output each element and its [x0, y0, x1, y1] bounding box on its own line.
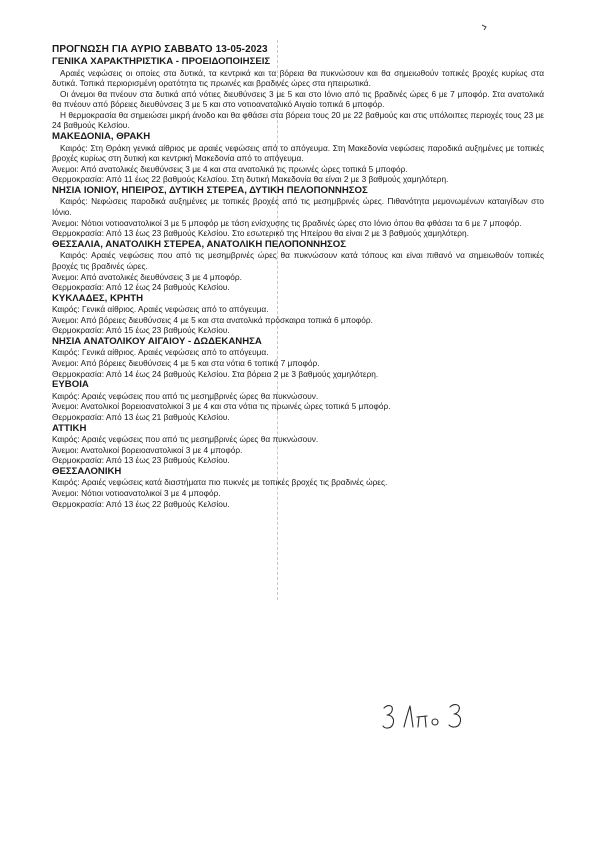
region-weather: Καιρός: Γενικά αίθριος. Αραιές νεφώσεις από το απόγευμα. [52, 347, 269, 358]
handwritten-page-number [380, 700, 470, 734]
region-section [52, 336, 544, 379]
region-wind: Άνεμοι: Από ανατολικές διευθύνσεις 3 με 4 μποφόρ. [52, 271, 242, 282]
general-paragraph-temperature: Η θερμοκρασία θα σημειώσει μικρή άνοδο και θα φθάσει στα βόρεια τους 20 με 22 βαθμούς και στις υπόλοιπες περιοχές τους 23 με 24 βαθμούς Κελσίου. [52, 109, 544, 131]
region-weather: Καιρός: Νεφώσεις παροδικά αυξημένες με τοπικές βροχές από τις μεσημβρινές ώρες. Πιθανότητα μεμονωμένων καταιγίδων στο Ιόνιο. [52, 196, 544, 218]
region-heading: ΕΥΒΟΙΑ [52, 379, 89, 391]
region-temperature: Θερμοκρασία: Από 13 έως 23 βαθμούς Κελσίου. [52, 455, 230, 466]
region-heading: ΝΗΣΙΑ ΙΟΝΙΟΥ, ΗΠΕΙΡΟΣ, ΔΥΤΙΚΗ ΣΤΕΡΕΑ, ΔΥΤΙΚΗ ΠΕΛΟΠΟΝΝΗΣΟΣ [52, 184, 368, 196]
region-wind: Άνεμοι: Από ανατολικές διευθύνσεις 3 με 4 και στα ανατολικά τις πρωινές ώρες τοπικά 5 μποφόρ. [52, 163, 408, 174]
section-heading-general: ΓΕΝΙΚΑ ΧΑΡΑΚΤΗΡΙΣΤΙΚΑ - ΠΡΟΕΙΔΟΠΟΙΗΣΕΙΣ [52, 56, 271, 67]
region-weather: Καιρός: Στη Θράκη γενικά αίθριος με αραιές νεφώσεις από το απόγευμα. Στη Μακεδονία νεφώσεις παροδικά αυξημένες με τοπικές βροχές κυρίως στη δυτική και κεντρική Μακεδονία από το απόγευμα. [52, 142, 544, 164]
region-wind: Άνεμοι: Νότιοι νοτιοανατολικοί 3 με 4 μποφόρ. [52, 487, 221, 498]
general-paragraph-clouds: Αραιές νεφώσεις οι οποίες στα δυτικά, τα κεντρικά και τα βόρεια θα πυκνώσουν και θα σημειωθούν τοπικές βροχές κυρίως στα δυτικά. Τοπικά περιορισμένη ορατότητα τις πρωινές και βραδινές ώρες στα ηπειρωτικά. [52, 67, 544, 89]
region-weather: Καιρός: Γενικά αίθριος. Αραιές νεφώσεις από το απόγευμα. [52, 304, 269, 315]
region-weather: Καιρός: Αραιές νεφώσεις κατά διαστήματα πιο πυκνές με τοπικές βροχές τις βραδινές ώρες. [52, 477, 388, 488]
forecast-body [52, 44, 544, 509]
region-wind: Άνεμοι: Ανατολικοί βορειοανατολικοί 3 με 4 μποφόρ. [52, 444, 243, 455]
region-heading: ΑΤΤΙΚΗ [52, 422, 87, 434]
region-heading: ΘΕΣΣΑΛΙΑ, ΑΝΑΤΟΛΙΚΗ ΣΤΕΡΕΑ, ΑΝΑΤΟΛΙΚΗ ΠΕΛΟΠΟΝΝΗΣΟΣ [52, 238, 347, 250]
region-temperature: Θερμοκρασία: Από 13 έως 23 βαθμούς Κελσίου. Στο εσωτερικό της Ηπείρου θα είναι 2 με 3 βαθμούς χαμηλότερη. [52, 228, 469, 239]
region-section [52, 293, 544, 336]
region-section [52, 466, 544, 509]
region-wind: Άνεμοι: Από βόρειες διευθύνσεις 4 με 5 και στα ανατολικά πρόσκαιρα τοπικά 6 μποφόρ. [52, 314, 373, 325]
region-section [52, 131, 544, 185]
region-weather: Καιρός: Αραιές νεφώσεις που από τις μεσημβρινές ώρες θα πυκνώσουν κατά τόπους και είναι πιθανό να σημειωθούν τοπικές βροχές τις βραδινές ώρες. [52, 250, 544, 271]
region-temperature: Θερμοκρασία: Από 15 έως 23 βαθμούς Κελσίου. [52, 325, 230, 336]
region-section [52, 185, 544, 239]
region-weather: Καιρός: Αραιές νεφώσεις που από τις μεσημβρινές ώρες θα πυκνώσουν. [52, 434, 319, 445]
region-temperature: Θερμοκρασία: Από 13 έως 21 βαθμούς Κελσίου. [52, 411, 230, 422]
region-heading: ΜΑΚΕΔΟΝΙΑ, ΘΡΑΚΗ [52, 131, 151, 143]
region-temperature: Θερμοκρασία: Από 13 έως 22 βαθμούς Κελσίου. [52, 498, 230, 509]
region-section [52, 423, 544, 466]
region-heading: ΚΥΚΛΑΔΕΣ, ΚΡΗΤΗ [52, 292, 144, 304]
general-paragraph-winds: Οι άνεμοι θα πνέουν στα δυτικά από νότιες διευθύνσεις 3 με 5 και στο Ιόνιο από τις βραδινές ώρες 6 με 7 μποφόρ. Στα ανατολικά θα πνέουν από βόρειες διευθύνσεις 3 με 5 και στο νοτιοανατολικό Αιγαίο τοπικά 6 μποφόρ. [52, 88, 544, 110]
document-title: ΠΡΟΓΝΩΣΗ ΓΙΑ ΑΥΡΙΟ ΣΑΒΒΑΤΟ 13-05-2023 [52, 44, 268, 55]
region-wind: Άνεμοι: Από βόρειες διευθύνσεις 4 με 5 και στα νότια 6 τοπικά 7 μποφόρ. [52, 358, 320, 369]
scan-speck-mark [480, 22, 490, 32]
region-temperature: Θερμοκρασία: Από 14 έως 24 βαθμούς Κελσίου. Στα βόρεια 2 με 3 βαθμούς χαμηλότερη. [52, 368, 379, 379]
region-heading: ΘΕΣΣΑΛΟΝΙΚΗ [52, 465, 122, 477]
region-temperature: Θερμοκρασία: Από 12 έως 24 βαθμούς Κελσίου. [52, 282, 230, 293]
region-wind: Άνεμοι: Νότιοι νοτιοανατολικοί 3 με 5 μποφόρ με τάση ενίσχυσης τις βραδινές ώρες στο Ιόνιο όπου θα φθάσει τα 6 με 7 μποφόρ. [52, 217, 522, 228]
region-heading: ΝΗΣΙΑ ΑΝΑΤΟΛΙΚΟΥ ΑΙΓΑΙΟΥ - ΔΩΔΕΚΑΝΗΣΑ [52, 335, 262, 347]
region-weather: Καιρός: Αραιές νεφώσεις που από τις μεσημβρινές ώρες θα πυκνώσουν. [52, 390, 319, 401]
region-section [52, 379, 544, 422]
region-section [52, 239, 544, 293]
region-wind: Άνεμοι: Ανατολικοί βορειοανατολικοί 3 με 4 και στα νότια τις πρωινές ώρες τοπικά 5 μποφόρ. [52, 401, 391, 412]
region-temperature: Θερμοκρασία: Από 11 έως 22 βαθμούς Κελσίου. Στη δυτική Μακεδονία θα είναι 2 με 3 βαθμούς χαμηλότερη. [52, 174, 449, 185]
